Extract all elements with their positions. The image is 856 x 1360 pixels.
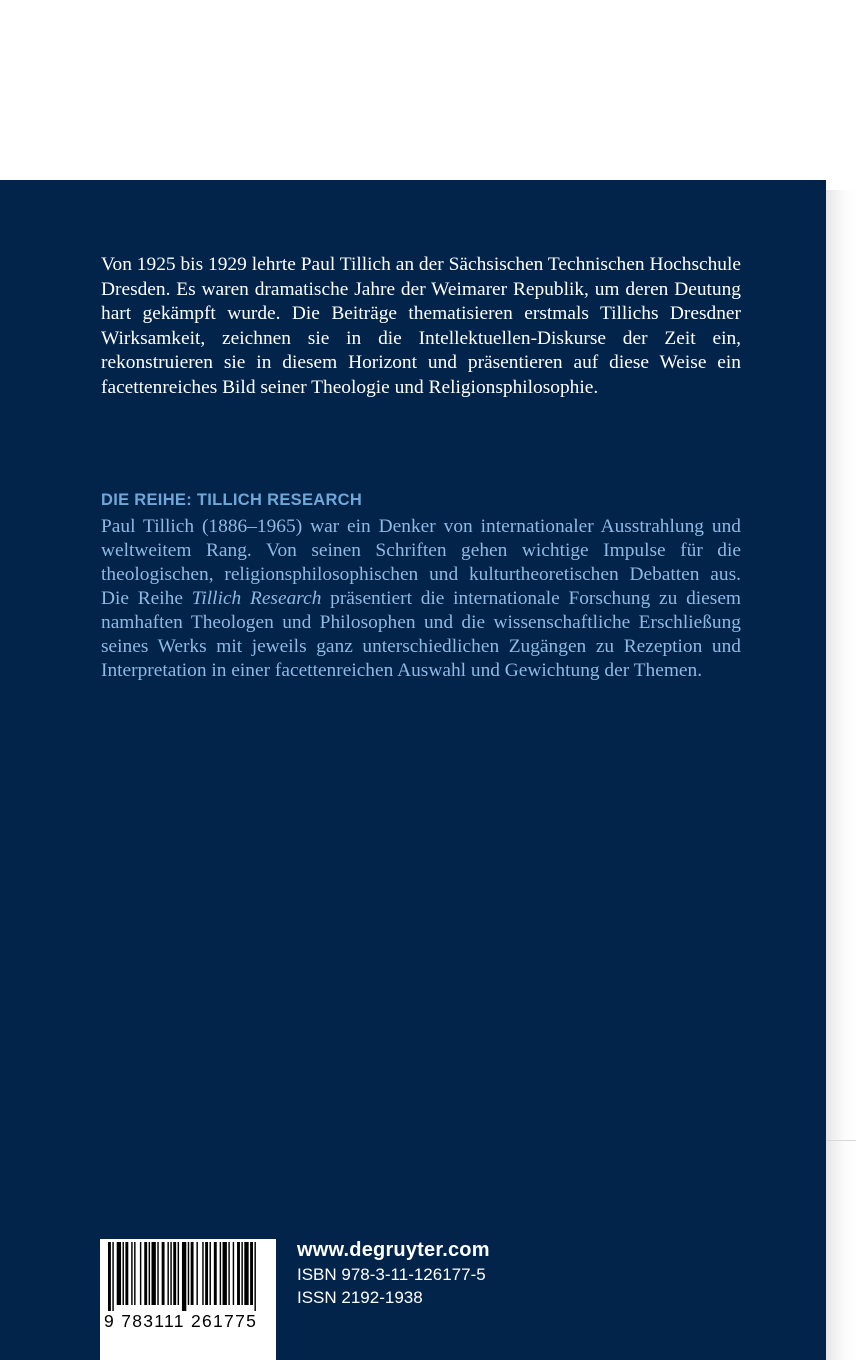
isbn: ISBN 978-3-11-126177-5 [297,1265,486,1284]
series-description [101,515,741,683]
barcode-bar [173,1242,176,1305]
book-blurb: Von 1925 bis 1929 lehrte Paul Tillich an der Sächsischen Technischen Hochschule Dresden. Es waren dramatische Jahre der Weimarer Republik, um deren Deutung hart gekämpft wurde. Die Beiträge thematisieren erstmals Tillichs Dresdner Wirksamkeit, zeichnen sie in die Intellektuellen-Diskurse der Zeit ein, rekonstruieren sie in diesem Horizont und präsentieren auf diese Weise ein facettenreiches Bild seiner Theologie und Religionsphilosophie. [101,254,741,398]
barcode-bar [167,1242,168,1305]
barcode-bar [191,1242,194,1305]
barcode-bar [202,1242,203,1305]
barcode-bar [210,1242,211,1305]
issn: ISSN 2192-1938 [297,1288,423,1307]
barcode-bar [254,1242,255,1311]
barcode-bar [196,1242,197,1305]
barcode-bar [108,1242,111,1311]
barcode-bar [117,1242,121,1305]
barcode-bar [131,1242,132,1305]
series-title: Tillich Research [191,588,322,609]
barcode-bar [178,1242,179,1305]
barcode-bar [205,1242,208,1305]
series-text-part-2: präsentiert die internationale Forschung zu diesem namhaften Theologen und Philosophen und die wissenschaftliche Erschließung seines Werks mit jeweils ganz unterschiedlichen Zugängen zu Rezeption und Interpretation in einer facettenreichen Auswahl und Gewichtung der Themen. [101,588,742,681]
barcode-bar [228,1242,229,1305]
barcode-bar [241,1242,242,1305]
back-cover [0,180,826,1360]
barcode-bars [100,1239,276,1360]
barcode-number: 9 783111 261775 [104,1311,258,1331]
barcode-bar [125,1242,128,1305]
barcode-bar [214,1242,217,1305]
page-shadow-edge [826,1140,856,1141]
publisher-url[interactable]: www.degruyter.com [297,1239,490,1261]
barcode-bar [144,1242,147,1305]
barcode-bar [220,1242,221,1305]
barcode-bar [149,1242,150,1305]
barcode-bar [250,1242,253,1305]
barcode-bar [244,1242,248,1305]
barcode-bar [233,1242,234,1305]
series-text-part-1: Paul Tillich (1886–1965) war ein Denker von internationaler Ausstrahlung und weltweitem Rang. Von seinen Schriften gehen wichtige Impulse für die theologischen, religionsphilosophischen und kulturtheoretischen Debatten aus. Die Reihe [101,516,741,609]
barcode-bar [140,1242,141,1305]
publisher-info [297,1237,490,1309]
barcode-bar [223,1242,227,1305]
barcode-bar [112,1242,113,1311]
barcode [100,1239,276,1360]
barcode-bar [162,1242,165,1305]
barcode-bar [237,1242,240,1305]
barcode-bar [157,1242,158,1305]
series-heading: DIE REIHE: TILLICH RESEARCH [101,491,363,509]
barcode-bar [152,1242,156,1305]
barcode-bar [123,1242,124,1305]
barcode-bar [134,1242,135,1305]
page-shadow [826,190,856,1360]
barcode-bar [188,1242,189,1305]
barcode-bar [182,1242,186,1311]
barcode-bar [170,1242,171,1305]
